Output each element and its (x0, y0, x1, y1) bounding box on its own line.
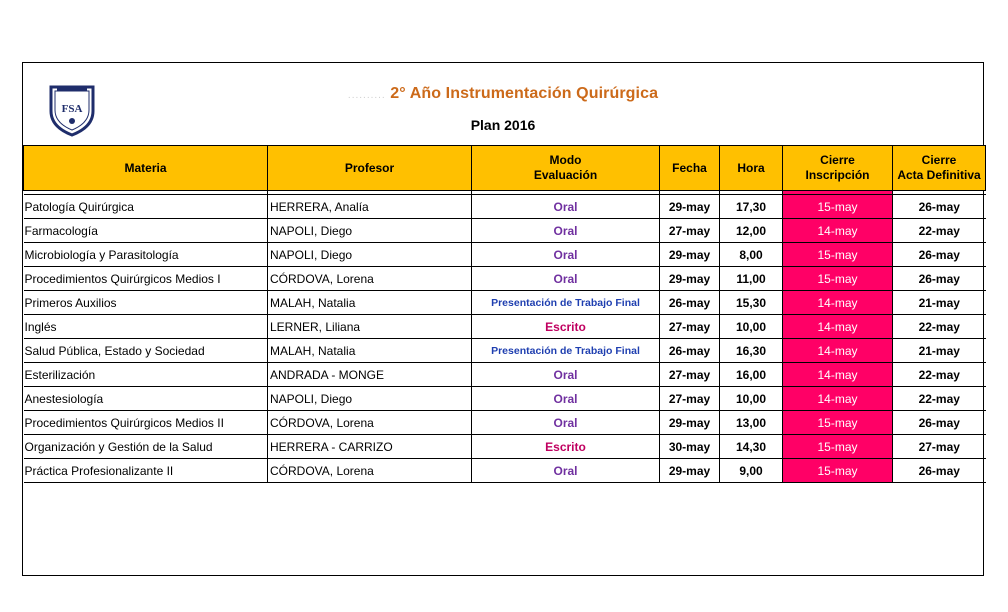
table-row (24, 267, 986, 291)
profesor-cell: NAPOLI, Diego (268, 243, 472, 267)
col-cierre-acta: Cierre Acta Definitiva (893, 146, 986, 191)
materia-cell: Salud Pública, Estado y Sociedad (24, 339, 268, 363)
modo-cell: Escrito (472, 435, 660, 459)
profesor-cell: CÓRDOVA, Lorena (268, 267, 472, 291)
table-row (24, 435, 986, 459)
hora-cell: 12,00 (720, 219, 783, 243)
profesor-cell: MALAH, Natalia (268, 291, 472, 315)
col-hora: Hora (720, 146, 783, 191)
cierre-acta-cell: 22-may (893, 363, 986, 387)
fecha-cell: 27-may (660, 363, 720, 387)
profesor-cell: CÓRDOVA, Lorena (268, 459, 472, 483)
materia-cell: Procedimientos Quirúrgicos Medios II (24, 411, 268, 435)
fecha-cell: 29-may (660, 459, 720, 483)
cierre-acta-cell: 27-may (893, 435, 986, 459)
table-row (24, 459, 986, 483)
table-row (24, 195, 986, 219)
profesor-cell: NAPOLI, Diego (268, 219, 472, 243)
fecha-cell: 29-may (660, 411, 720, 435)
profesor-cell: ANDRADA - MONGE (268, 363, 472, 387)
modo-cell: Presentación de Trabajo Final (472, 339, 660, 363)
cierre-inscripcion-cell: 14-may (783, 291, 893, 315)
modo-cell: Oral (472, 267, 660, 291)
table-row (24, 387, 986, 411)
cierre-inscripcion-cell: 14-may (783, 219, 893, 243)
modo-cell: Oral (472, 219, 660, 243)
cierre-acta-cell: 22-may (893, 387, 986, 411)
modo-cell: Oral (472, 387, 660, 411)
modo-cell: Oral (472, 243, 660, 267)
cierre-acta-cell: 21-may (893, 339, 986, 363)
materia-cell: Práctica Profesionalizante II (24, 459, 268, 483)
modo-cell: Oral (472, 195, 660, 219)
modo-cell: Escrito (472, 315, 660, 339)
cierre-acta-cell: 26-may (893, 459, 986, 483)
hora-cell: 17,30 (720, 195, 783, 219)
fecha-cell: 27-may (660, 387, 720, 411)
cierre-inscripcion-cell: 14-may (783, 387, 893, 411)
schedule-table (23, 145, 986, 483)
fecha-cell: 27-may (660, 219, 720, 243)
table-row (24, 339, 986, 363)
cierre-inscripcion-cell: 15-may (783, 243, 893, 267)
hora-cell: 10,00 (720, 315, 783, 339)
profesor-cell: MALAH, Natalia (268, 339, 472, 363)
table-row (24, 411, 986, 435)
table-row (24, 315, 986, 339)
materia-cell: Organización y Gestión de la Salud (24, 435, 268, 459)
title-dots: .......... (347, 90, 386, 101)
fecha-cell: 27-may (660, 315, 720, 339)
cierre-acta-cell: 26-may (893, 267, 986, 291)
table-row (24, 363, 986, 387)
cierre-acta-cell: 22-may (893, 219, 986, 243)
svg-text:FSA: FSA (61, 103, 83, 115)
cierre-inscripcion-cell: 14-may (783, 315, 893, 339)
profesor-cell: HERRERA - CARRIZO (268, 435, 472, 459)
plan-subtitle: Plan 2016 (470, 117, 536, 133)
hora-cell: 10,00 (720, 387, 783, 411)
table-row (24, 291, 986, 315)
materia-cell: Microbiología y Parasitología (24, 243, 268, 267)
materia-cell: Procedimientos Quirúrgicos Medios I (24, 267, 268, 291)
cierre-acta-cell: 26-may (893, 411, 986, 435)
profesor-cell: CÓRDOVA, Lorena (268, 411, 472, 435)
cierre-inscripcion-cell: 14-may (783, 363, 893, 387)
fecha-cell: 29-may (660, 267, 720, 291)
modo-cell: Oral (472, 459, 660, 483)
modo-cell: Oral (472, 411, 660, 435)
cierre-inscripcion-cell: 15-may (783, 435, 893, 459)
materia-cell: Anestesiología (24, 387, 268, 411)
title-text: 2° Año Instrumentación Quirúrgica (390, 85, 659, 102)
hora-cell: 8,00 (720, 243, 783, 267)
cierre-acta-cell: 26-may (893, 243, 986, 267)
profesor-cell: LERNER, Liliana (268, 315, 472, 339)
col-cierre-inscripcion: Cierre Inscripción (783, 146, 893, 191)
col-profesor: Profesor (268, 146, 472, 191)
cierre-acta-cell: 21-may (893, 291, 986, 315)
hora-cell: 13,00 (720, 411, 783, 435)
materia-cell: Patología Quirúrgica (24, 195, 268, 219)
fecha-cell: 26-may (660, 291, 720, 315)
col-materia: Materia (24, 146, 268, 191)
hora-cell: 16,00 (720, 363, 783, 387)
fecha-cell: 26-may (660, 339, 720, 363)
profesor-cell: HERRERA, Analía (268, 195, 472, 219)
materia-cell: Farmacología (24, 219, 268, 243)
hora-cell: 16,30 (720, 339, 783, 363)
hora-cell: 9,00 (720, 459, 783, 483)
cierre-inscripcion-cell: 15-may (783, 267, 893, 291)
fecha-cell: 30-may (660, 435, 720, 459)
cierre-acta-cell: 26-may (893, 195, 986, 219)
fecha-cell: 29-may (660, 195, 720, 219)
materia-cell: Esterilización (24, 363, 268, 387)
col-fecha: Fecha (660, 146, 720, 191)
profesor-cell: NAPOLI, Diego (268, 387, 472, 411)
modo-cell: Presentación de Trabajo Final (472, 291, 660, 315)
cierre-inscripcion-cell: 15-may (783, 411, 893, 435)
hora-cell: 15,30 (720, 291, 783, 315)
page-title (23, 85, 983, 103)
hora-cell: 14,30 (720, 435, 783, 459)
materia-cell: Inglés (24, 315, 268, 339)
modo-cell: Oral (472, 363, 660, 387)
cierre-inscripcion-cell: 14-may (783, 339, 893, 363)
table-row (24, 219, 986, 243)
cierre-inscripcion-cell: 15-may (783, 195, 893, 219)
exam-schedule-sheet (22, 62, 984, 576)
hora-cell: 11,00 (720, 267, 783, 291)
cierre-inscripcion-cell: 15-may (783, 459, 893, 483)
fecha-cell: 29-may (660, 243, 720, 267)
materia-cell: Primeros Auxilios (24, 291, 268, 315)
cierre-acta-cell: 22-may (893, 315, 986, 339)
table-header-row (24, 146, 986, 191)
col-modo: Modo Evaluación (472, 146, 660, 191)
table-row (24, 243, 986, 267)
